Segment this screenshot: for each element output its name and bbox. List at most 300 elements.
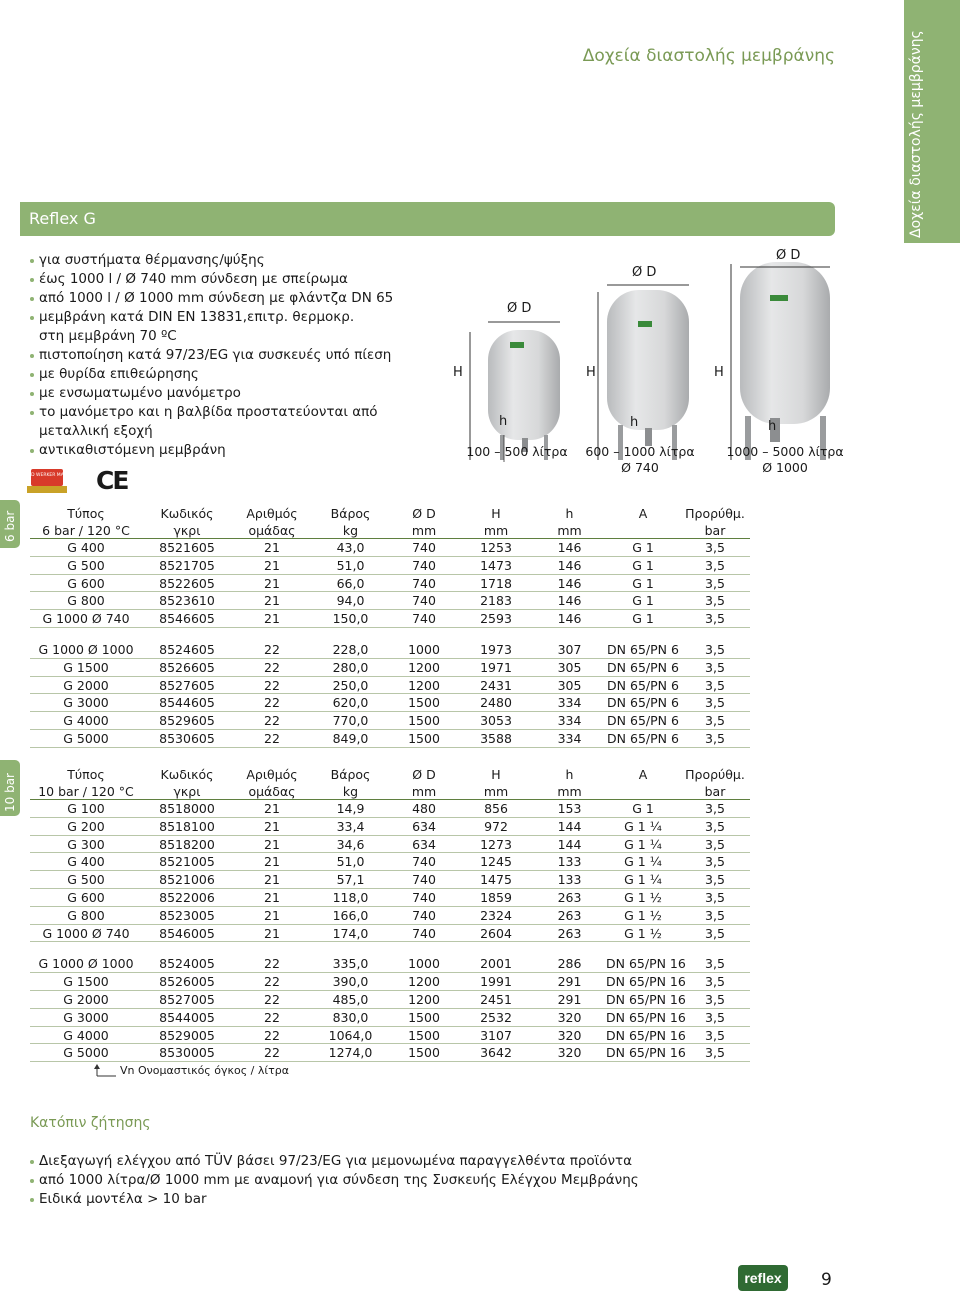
page-number: 9 <box>821 1270 832 1290</box>
table-cell: 8524605 <box>142 641 232 659</box>
table-cell: 3,5 <box>680 955 750 973</box>
table-cell: 3,5 <box>680 730 750 748</box>
reflex-brand-logo: reflex <box>738 1265 788 1291</box>
table-cell: 118,0 <box>312 889 389 907</box>
table-cell: 291 <box>533 991 606 1009</box>
table-cell: 1274,0 <box>312 1044 389 1062</box>
table-cell: G 1 <box>606 539 680 557</box>
table-cell: G 1500 <box>30 658 142 676</box>
table-row <box>30 1044 750 1062</box>
column-header-unit: kg <box>312 782 389 800</box>
table-cell: G 1 ¼ <box>606 853 680 871</box>
feature-item: με ενσωματωμένο μανόμετρο <box>30 384 450 403</box>
table-cell: 3,5 <box>680 800 750 818</box>
table-cell: 22 <box>232 1044 312 1062</box>
table-cell: 22 <box>232 991 312 1009</box>
table-cell: 1000 <box>389 641 459 659</box>
table-cell: 480 <box>389 800 459 818</box>
column-header: Αριθμός <box>246 505 298 521</box>
table-cell: 146 <box>533 610 606 628</box>
table-cell: 21 <box>232 924 312 942</box>
table-cell: 21 <box>232 906 312 924</box>
table-cell: 8518200 <box>142 835 232 853</box>
table-row <box>30 817 750 835</box>
vessel-medium-caption-diameter: Ø 740 <box>621 460 659 475</box>
table-row <box>30 853 750 871</box>
table-cell: 2593 <box>459 610 533 628</box>
table-cell: 1200 <box>389 676 459 694</box>
handwerker-marke-logo <box>21 468 73 494</box>
side-chapter-label: Δοχεία διαστολής μεμβράνης <box>908 30 924 238</box>
column-header-unit: mm <box>459 782 533 800</box>
table-cell: 8521605 <box>142 539 232 557</box>
table-cell: 305 <box>533 658 606 676</box>
table-row <box>30 1026 750 1044</box>
table-cell: 3,5 <box>680 973 750 991</box>
on-request-item: από 1000 λίτρα/Ø 1000 mm με αναμονή για σύνδεση της Συσκευής Ελέγχου Μεμβράνης <box>30 1171 639 1190</box>
table-row <box>30 641 750 659</box>
column-header: H <box>491 766 501 782</box>
table-cell: 740 <box>389 853 459 871</box>
table-cell: 856 <box>459 800 533 818</box>
table-row <box>30 835 750 853</box>
table-cell: G 400 <box>30 539 142 557</box>
table-cell: G 1 <box>606 610 680 628</box>
table-cell: 634 <box>389 817 459 835</box>
vessel-large-foot-label: h <box>768 419 777 434</box>
table-row <box>30 906 750 924</box>
column-header: Βάρος <box>330 766 371 782</box>
column-header-unit: ομάδας <box>232 521 312 539</box>
vessel-small-height-label: H <box>453 365 463 380</box>
table-cell: 3,5 <box>680 889 750 907</box>
table-cell: 3,5 <box>680 574 750 592</box>
table-cell: G 500 <box>30 556 142 574</box>
side-chapter-tab <box>904 0 960 243</box>
column-header-unit: bar <box>680 782 750 800</box>
on-request-list <box>30 1152 639 1209</box>
table-cell: 3,5 <box>680 906 750 924</box>
vessel-small <box>470 322 560 462</box>
table-cell: DN 65/PN 6 <box>607 677 679 693</box>
table-cell: 740 <box>389 906 459 924</box>
table-cell: G 1 ½ <box>606 924 680 942</box>
table-cell: 3,5 <box>680 924 750 942</box>
table-cell: G 1000 Ø 1000 <box>30 641 142 659</box>
table-cell: G 2000 <box>30 991 142 1009</box>
table-cell: 390,0 <box>312 973 389 991</box>
table-cell: 3,5 <box>680 658 750 676</box>
table-cell: 66,0 <box>312 574 389 592</box>
table-cell: 286 <box>533 955 606 973</box>
table-cell: 740 <box>389 924 459 942</box>
column-header: Βάρος <box>330 505 371 521</box>
vessel-small-caption-range: 100 – 500 λίτρα <box>466 444 568 459</box>
table-cell: G 1 <box>606 574 680 592</box>
table-cell: 3,5 <box>680 556 750 574</box>
column-header-unit: kg <box>312 521 389 539</box>
on-request-title: Κατόπιν ζήτησης <box>30 1115 151 1131</box>
column-header-unit <box>606 521 680 539</box>
table-cell: 22 <box>232 694 312 712</box>
table-row <box>30 730 750 748</box>
column-header: A <box>638 505 648 521</box>
table-cell: 153 <box>533 800 606 818</box>
vessel-medium-caption <box>585 444 695 476</box>
table-cell: 2480 <box>459 694 533 712</box>
column-header: Προρύθμ. <box>685 505 745 521</box>
table-cell: 3,5 <box>680 592 750 610</box>
table-cell: 2324 <box>459 906 533 924</box>
table-cell: 21 <box>232 592 312 610</box>
table-cell: 280,0 <box>312 658 389 676</box>
feature-item: πιστοποίηση κατά 97/23/EG για συσκευές υπό πίεση <box>30 346 450 365</box>
table-cell: 1253 <box>459 539 533 557</box>
table-cell: DN 65/PN 6 <box>607 659 679 675</box>
table-cell: 291 <box>533 973 606 991</box>
table-cell: 1500 <box>389 1008 459 1026</box>
vessel-medium-caption-range: 600 – 1000 λίτρα <box>585 444 695 459</box>
table-cell: 3,5 <box>680 1044 750 1062</box>
table-cell: DN 65/PN 16 <box>606 974 686 990</box>
table-row <box>30 592 750 610</box>
table-cell: 174,0 <box>312 924 389 942</box>
table-cell: 8527005 <box>142 991 232 1009</box>
table-cell: G 4000 <box>30 712 142 730</box>
table-cell: 1200 <box>389 658 459 676</box>
vessel-small-caption <box>462 444 572 460</box>
table-cell: 1500 <box>389 712 459 730</box>
table-cell: 3,5 <box>680 712 750 730</box>
table-row <box>30 924 750 942</box>
table-row <box>30 556 750 574</box>
vessel-medium-height-label: H <box>586 365 596 380</box>
table-cell: G 600 <box>30 574 142 592</box>
table-cell: 740 <box>389 889 459 907</box>
table-cell: 1500 <box>389 1044 459 1062</box>
table-cell: 263 <box>533 889 606 907</box>
feature-item: για συστήματα θέρμανσης/ψύξης <box>30 251 450 270</box>
table-cell: 8518000 <box>142 800 232 818</box>
column-header-unit: γκρι <box>142 521 232 539</box>
table-cell: G 1000 Ø 740 <box>30 924 142 942</box>
table-cell: 8546605 <box>142 610 232 628</box>
table-cell: 2532 <box>459 1008 533 1026</box>
table-cell: 144 <box>533 817 606 835</box>
table-cell: 51,0 <box>312 853 389 871</box>
vessel-medium-foot-label: h <box>630 415 639 430</box>
table-cell: 1473 <box>459 556 533 574</box>
column-header: H <box>491 505 501 521</box>
table-cell: DN 65/PN 16 <box>606 1027 686 1043</box>
table-cell: 263 <box>533 906 606 924</box>
table-cell: 320 <box>533 1044 606 1062</box>
table-cell: 2604 <box>459 924 533 942</box>
column-header: h <box>565 505 574 521</box>
column-header-unit: 6 bar / 120 °C <box>30 521 142 539</box>
column-header-unit: mm <box>389 521 459 539</box>
table-cell: G 1 <box>606 556 680 574</box>
vessel-large-caption-diameter: Ø 1000 <box>762 460 808 475</box>
table-cell: 8521705 <box>142 556 232 574</box>
table-cell: 22 <box>232 658 312 676</box>
table-cell: G 500 <box>30 871 142 889</box>
table-cell: 8524005 <box>142 955 232 973</box>
table-cell: 1718 <box>459 574 533 592</box>
table-cell: 8530605 <box>142 730 232 748</box>
table-cell: DN 65/PN 16 <box>606 1009 686 1025</box>
spec-table-6bar <box>30 503 750 748</box>
table-cell: 620,0 <box>312 694 389 712</box>
table-cell: 150,0 <box>312 610 389 628</box>
table-cell: 1859 <box>459 889 533 907</box>
spec-table-10bar <box>30 764 750 1062</box>
table-cell: 1064,0 <box>312 1026 389 1044</box>
table-row <box>30 574 750 592</box>
feature-item: από 1000 l / Ø 1000 mm σύνδεση με φλάντζα DN 65 <box>30 289 450 308</box>
table-cell: 1245 <box>459 853 533 871</box>
table-cell: 3,5 <box>680 991 750 1009</box>
column-header: Κωδικός <box>160 505 214 521</box>
table-cell: 8544005 <box>142 1008 232 1026</box>
table-cell: 8530005 <box>142 1044 232 1062</box>
table-cell: 1000 <box>389 955 459 973</box>
table-cell: 1500 <box>389 1026 459 1044</box>
footnote-text: Vn Ονομαστικός όγκος / λίτρα <box>120 1064 289 1077</box>
table-cell: 21 <box>232 871 312 889</box>
table-cell: G 5000 <box>30 1044 142 1062</box>
table-cell: 1971 <box>459 658 533 676</box>
table-cell: 144 <box>533 835 606 853</box>
table-row <box>30 1008 750 1026</box>
table-cell: 8522605 <box>142 574 232 592</box>
column-header-unit <box>606 782 680 800</box>
column-header-unit: mm <box>533 521 606 539</box>
table-cell: 334 <box>533 730 606 748</box>
table-cell: G 200 <box>30 817 142 835</box>
table-cell: 2001 <box>459 955 533 973</box>
table-cell: 740 <box>389 592 459 610</box>
table-cell: 21 <box>232 817 312 835</box>
table-cell: G 1 ½ <box>606 906 680 924</box>
table-cell: 133 <box>533 853 606 871</box>
table-cell: 228,0 <box>312 641 389 659</box>
table-cell: 1200 <box>389 973 459 991</box>
table-cell: 146 <box>533 539 606 557</box>
table-cell: 740 <box>389 556 459 574</box>
table-cell: 3107 <box>459 1026 533 1044</box>
table-cell: 3,5 <box>680 1026 750 1044</box>
table-cell: 334 <box>533 712 606 730</box>
table-cell: 3642 <box>459 1044 533 1062</box>
column-header: Αριθμός <box>246 766 298 782</box>
table-cell: G 2000 <box>30 676 142 694</box>
table-cell: 21 <box>232 610 312 628</box>
table-cell: 972 <box>459 817 533 835</box>
table-cell: 8529005 <box>142 1026 232 1044</box>
table-cell: 21 <box>232 835 312 853</box>
table-cell: 305 <box>533 676 606 694</box>
table-cell: 3,5 <box>680 641 750 659</box>
ce-mark: CE <box>96 466 128 495</box>
table-row <box>30 991 750 1009</box>
table-cell: 320 <box>533 1008 606 1026</box>
vessel-medium-diameter-label: Ø D <box>632 265 657 280</box>
table-cell: 740 <box>389 539 459 557</box>
column-header-unit: 10 bar / 120 °C <box>30 782 142 800</box>
table-cell: 3,5 <box>680 853 750 871</box>
table-row <box>30 889 750 907</box>
vessel-large-caption <box>725 444 845 476</box>
table-cell: 8521006 <box>142 871 232 889</box>
table-cell: 320 <box>533 1026 606 1044</box>
table-cell: 8522006 <box>142 889 232 907</box>
table-cell: 34,6 <box>312 835 389 853</box>
table-row <box>30 694 750 712</box>
table-cell: 740 <box>389 574 459 592</box>
table-cell: 21 <box>232 574 312 592</box>
table-cell: 2431 <box>459 676 533 694</box>
table-cell: G 1 ½ <box>606 889 680 907</box>
table-cell: 21 <box>232 853 312 871</box>
column-header: Προρύθμ. <box>685 766 745 782</box>
table-cell: 21 <box>232 889 312 907</box>
table-cell: G 4000 <box>30 1026 142 1044</box>
table-row <box>30 539 750 557</box>
table-cell: G 1 <box>606 800 680 818</box>
pressure-tab-10bar-label: 10 bar <box>3 773 17 812</box>
table-cell: 3,5 <box>680 676 750 694</box>
table-cell: G 800 <box>30 592 142 610</box>
table-cell: 334 <box>533 694 606 712</box>
table-cell: 146 <box>533 556 606 574</box>
table-cell: 250,0 <box>312 676 389 694</box>
table-cell: DN 65/PN 6 <box>607 730 679 746</box>
feature-list <box>30 251 450 460</box>
feature-item: αντικαθιστόμενη μεμβράνη <box>30 441 450 460</box>
table-row <box>30 676 750 694</box>
table-row <box>30 658 750 676</box>
table-cell: 1973 <box>459 641 533 659</box>
footnote-arrow-icon <box>94 1064 118 1080</box>
table-group-gap <box>30 628 750 641</box>
column-header: h <box>565 766 574 782</box>
table-cell: G 1 ¼ <box>606 871 680 889</box>
on-request-item: Διεξαγωγή ελέγχου από TÜV βάσει 97/23/EG για μεμονωμένα παραγγελθέντα προϊόντα <box>30 1152 639 1171</box>
table-cell: 740 <box>389 871 459 889</box>
table-cell: DN 65/PN 16 <box>606 991 686 1007</box>
table-cell: 740 <box>389 610 459 628</box>
column-header-unit: mm <box>389 782 459 800</box>
table-cell: G 100 <box>30 800 142 818</box>
vessel-large-height-label: H <box>714 365 724 380</box>
table-row <box>30 610 750 628</box>
on-request-item: Ειδικά μοντέλα > 10 bar <box>30 1190 639 1209</box>
table-cell: 21 <box>232 556 312 574</box>
vessel-small-foot-label: h <box>499 414 508 429</box>
table-cell: G 3000 <box>30 694 142 712</box>
column-header-unit: mm <box>459 521 533 539</box>
table-cell: DN 65/PN 16 <box>606 1045 686 1061</box>
table-cell: 1200 <box>389 991 459 1009</box>
table-cell: G 3000 <box>30 1008 142 1026</box>
table-cell: 8546005 <box>142 924 232 942</box>
column-header: Ø D <box>412 766 436 782</box>
table-cell: 335,0 <box>312 955 389 973</box>
table-cell: G 5000 <box>30 730 142 748</box>
table-row <box>30 800 750 818</box>
table-cell: 21 <box>232 800 312 818</box>
table-cell: 22 <box>232 955 312 973</box>
table-cell: DN 65/PN 16 <box>606 956 686 972</box>
feature-item: το μανόμετρο και η βαλβίδα προστατεύονται από μεταλλική εξοχή <box>30 403 390 441</box>
table-cell: G 300 <box>30 835 142 853</box>
table-cell: 8527605 <box>142 676 232 694</box>
table-cell: 1500 <box>389 694 459 712</box>
table-cell: 8544605 <box>142 694 232 712</box>
table-cell: G 600 <box>30 889 142 907</box>
table-cell: G 1 ¼ <box>606 817 680 835</box>
table-cell: 830,0 <box>312 1008 389 1026</box>
table-cell: 166,0 <box>312 906 389 924</box>
table-cell: G 400 <box>30 853 142 871</box>
column-header-unit: ομάδας <box>232 782 312 800</box>
table-cell: 1500 <box>389 730 459 748</box>
series-title-bar <box>20 202 835 236</box>
series-title: Reflex G <box>29 209 96 228</box>
table-row <box>30 973 750 991</box>
table-cell: 2183 <box>459 592 533 610</box>
vessel-small-diameter-label: Ø D <box>507 301 532 316</box>
table-cell: 3053 <box>459 712 533 730</box>
feature-item: μεμβράνη κατά DIN EN 13831,επιτρ. θερμοκρ. στη μεμβράνη 70 ºC <box>30 308 380 346</box>
table-cell: G 1 ¼ <box>606 835 680 853</box>
table-cell: G 800 <box>30 906 142 924</box>
table-cell: 1991 <box>459 973 533 991</box>
feature-item: έως 1000 l / Ø 740 mm σύνδεση με σπείρωμα <box>30 270 450 289</box>
table-cell: 3,5 <box>680 610 750 628</box>
column-header: Ø D <box>412 505 436 521</box>
table-row <box>30 712 750 730</box>
table-cell: 307 <box>533 641 606 659</box>
table-cell: 3,5 <box>680 1008 750 1026</box>
table-cell: 634 <box>389 835 459 853</box>
feature-item: με θυρίδα επιθεώρησης <box>30 365 450 384</box>
table-cell: G 1000 Ø 740 <box>30 610 142 628</box>
table-cell: 8526005 <box>142 973 232 991</box>
pressure-tab-6bar <box>0 500 20 548</box>
table-cell: DN 65/PN 6 <box>607 695 679 711</box>
table-cell: 8523005 <box>142 906 232 924</box>
table-cell: 485,0 <box>312 991 389 1009</box>
table-cell: G 1 <box>606 592 680 610</box>
table-cell: 146 <box>533 592 606 610</box>
table-row <box>30 955 750 973</box>
table-cell: 22 <box>232 641 312 659</box>
table-cell: 33,4 <box>312 817 389 835</box>
column-header: Κωδικός <box>160 766 214 782</box>
svg-text:HAND WERKER MARKE: HAND WERKER MARKE <box>21 473 73 478</box>
table-cell: 51,0 <box>312 556 389 574</box>
column-header-unit: bar <box>680 521 750 539</box>
table-cell: 770,0 <box>312 712 389 730</box>
table-cell: 146 <box>533 574 606 592</box>
table-group-gap <box>30 942 750 955</box>
table-cell: 1475 <box>459 871 533 889</box>
vessel-large <box>731 262 830 460</box>
table-cell: 3,5 <box>680 694 750 712</box>
table-cell: 3588 <box>459 730 533 748</box>
